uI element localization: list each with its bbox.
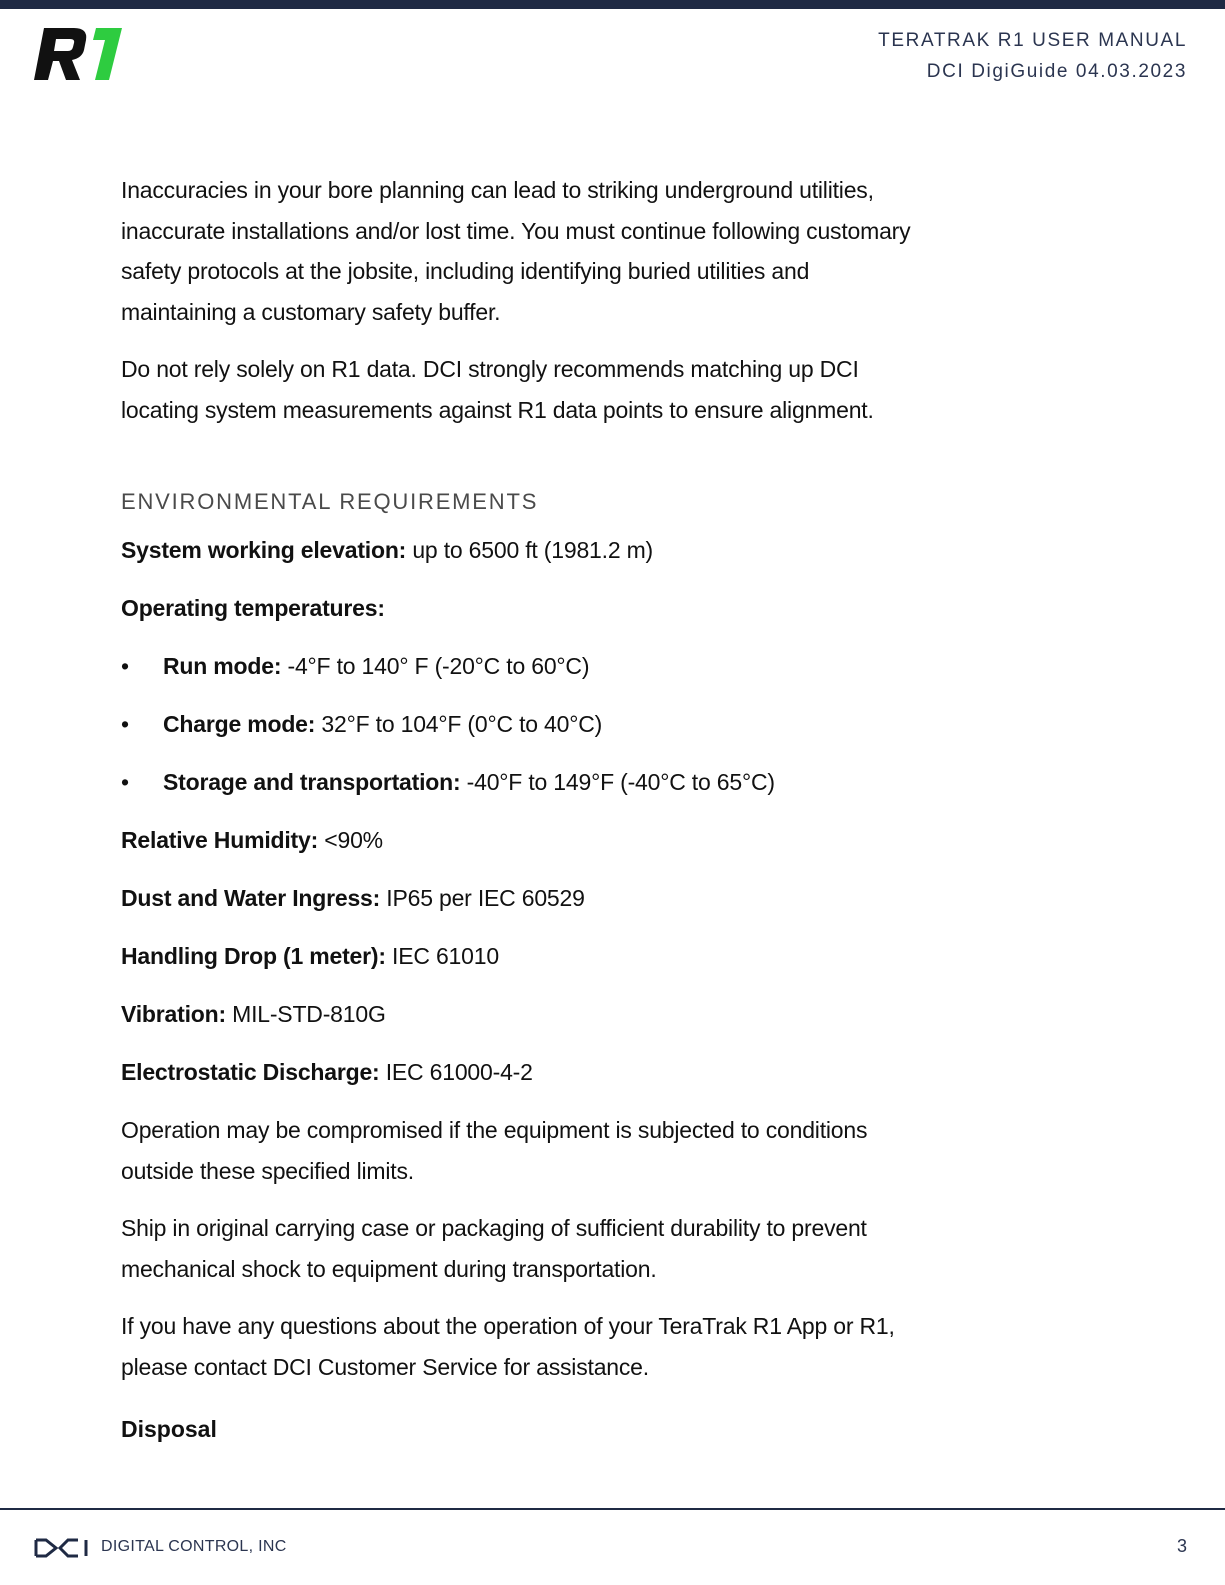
spec-label: Electrostatic Discharge: bbox=[121, 1059, 380, 1085]
spec-value: -4°F to 140° F (-20°C to 60°C) bbox=[281, 653, 590, 679]
spec-value: IEC 61000-4-2 bbox=[379, 1059, 533, 1085]
spec-label: Handling Drop (1 meter): bbox=[121, 943, 386, 969]
footer-company: DIGITAL CONTROL, INC bbox=[101, 1538, 287, 1555]
bullet-icon: • bbox=[121, 769, 129, 795]
spec-elevation bbox=[121, 530, 921, 570]
disposal-heading: Disposal bbox=[121, 1416, 217, 1442]
spec-label: Relative Humidity: bbox=[121, 827, 319, 853]
spec-drop bbox=[121, 936, 921, 976]
closing-paragraph: Operation may be compromised if the equipment is subjected to conditions outside these specified limits. bbox=[121, 1117, 868, 1184]
bullet-icon: • bbox=[121, 653, 129, 679]
list-item bbox=[121, 762, 921, 802]
spec-value: up to 6500 ft (1981.2 m) bbox=[406, 537, 654, 563]
section-title: ENVIRONMENTAL REQUIREMENTS bbox=[121, 489, 539, 514]
spec-label: Storage and transportation: bbox=[163, 769, 461, 795]
list-item bbox=[121, 704, 921, 744]
spec-esd bbox=[121, 1052, 921, 1092]
closing-paragraph: If you have any questions about the operation of your TeraTrak R1 App or R1, please contact DCI Customer Service for assistance. bbox=[121, 1313, 895, 1380]
intro-paragraph: Inaccuracies in your bore planning can lead to striking underground utilities, inaccurate installations and/or lost time. You must continue following customary safety protocols at the jobsite, including identifying buried utilities and maintaining a customary safety buffer. bbox=[121, 177, 911, 325]
spec-value: <90% bbox=[318, 827, 383, 853]
spec-vibration bbox=[121, 994, 921, 1034]
bullet-icon: • bbox=[121, 711, 129, 737]
intro-paragraph: Do not rely solely on R1 data. DCI strongly recommends matching up DCI locating system measurements against R1 data points to ensure alignment. bbox=[121, 356, 874, 423]
spec-humidity bbox=[121, 820, 921, 860]
list-item bbox=[121, 646, 921, 686]
manual-title: TERATRAK R1 USER MANUAL bbox=[878, 30, 1187, 51]
r1-logo bbox=[34, 26, 126, 82]
spec-value: MIL-STD-810G bbox=[225, 1001, 386, 1027]
temperature-list bbox=[121, 646, 921, 802]
spec-value: 32°F to 104°F (0°C to 40°C) bbox=[315, 711, 603, 737]
spec-label: Vibration: bbox=[121, 1001, 226, 1027]
spec-label: Run mode: bbox=[163, 653, 282, 679]
top-bar bbox=[0, 0, 1225, 9]
spec-value: IP65 per IEC 60529 bbox=[380, 885, 585, 911]
spec-temperatures bbox=[121, 588, 921, 628]
spec-label: Dust and Water Ingress: bbox=[121, 885, 381, 911]
spec-label: Charge mode: bbox=[163, 711, 316, 737]
dci-logo-icon bbox=[34, 1537, 90, 1559]
page-number: 3 bbox=[1176, 1536, 1187, 1556]
footer-divider bbox=[0, 1508, 1225, 1510]
closing-paragraph: Ship in original carrying case or packaging of sufficient durability to prevent mechanical shock to equipment during transportation. bbox=[121, 1215, 867, 1282]
guide-version: DCI DigiGuide 04.03.2023 bbox=[926, 61, 1187, 82]
spec-label: Operating temperatures: bbox=[121, 595, 385, 621]
spec-value: IEC 61010 bbox=[385, 943, 499, 969]
spec-label: System working elevation: bbox=[121, 537, 407, 563]
header-info bbox=[878, 25, 1187, 87]
spec-ingress bbox=[121, 878, 921, 918]
spec-value: -40°F to 149°F (-40°C to 65°C) bbox=[460, 769, 775, 795]
main-content bbox=[121, 170, 921, 1449]
